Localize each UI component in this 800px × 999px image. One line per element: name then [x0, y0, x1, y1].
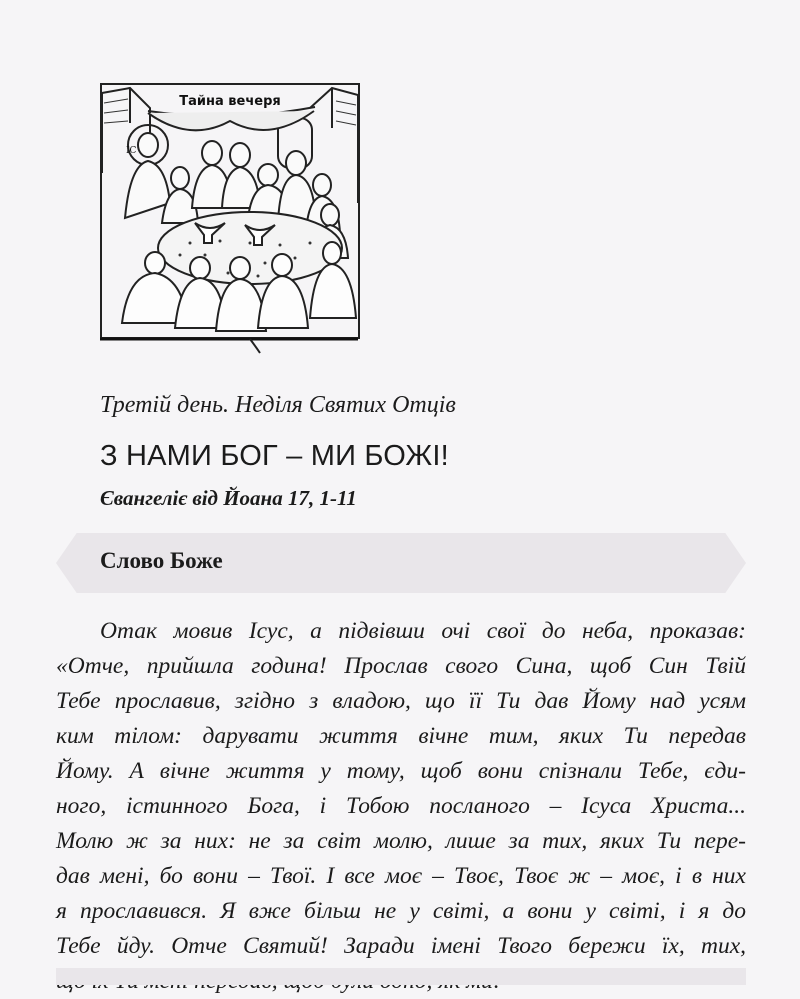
page-subtitle: Третій день. Неділя Святих Отців: [100, 392, 456, 418]
halo-monogram: IC: [126, 146, 137, 156]
scripture-line: Молю ж за них: не за світ молю, лише за тих, яких Ти пере-: [56, 828, 746, 854]
last-supper-engraving-icon: [100, 83, 360, 355]
gospel-reference: Євангеліє від Йоана 17, 1-11: [100, 486, 357, 510]
scripture-line: ного, істинного Бога, і Тобою посланого – Ісуса Христа...: [56, 793, 746, 819]
next-section-band: [56, 968, 746, 985]
scripture-line: Йому. А вічне життя у тому, щоб вони спізнали Тебе, єди-: [56, 758, 746, 784]
section-heading: Слово Боже: [100, 548, 223, 573]
last-supper-illustration: [100, 83, 360, 355]
scripture-line: дав мені, бо вони – Твої. І все моє – Твоє, Твоє ж – моє, і в них: [56, 863, 746, 889]
scripture-line: «Отче, прийшла година! Прослав свого Сина, щоб Син Твій: [56, 653, 746, 679]
scripture-line: Отак мовив Ісус, а підвівши очі свої до неба, проказав:: [100, 618, 746, 644]
scripture-line: ким тілом: дарувати життя вічне тим, яких Ти передав: [56, 723, 746, 749]
scripture-line: Тебе йду. Отче Святий! Заради імені Твого бережи їх, тих,: [56, 933, 746, 959]
page-title: З НАМИ БОГ – МИ БОЖІ!: [100, 440, 449, 472]
banner-text: Тайна вечеря: [179, 94, 281, 109]
scripture-line: я прославився. Я вже більш не у світі, а вони у світі, і я до: [56, 898, 746, 924]
scripture-passage: [56, 614, 746, 999]
scripture-line: Тебе прославив, згідно з владою, що її Ти дав Йому над усям: [56, 688, 746, 714]
